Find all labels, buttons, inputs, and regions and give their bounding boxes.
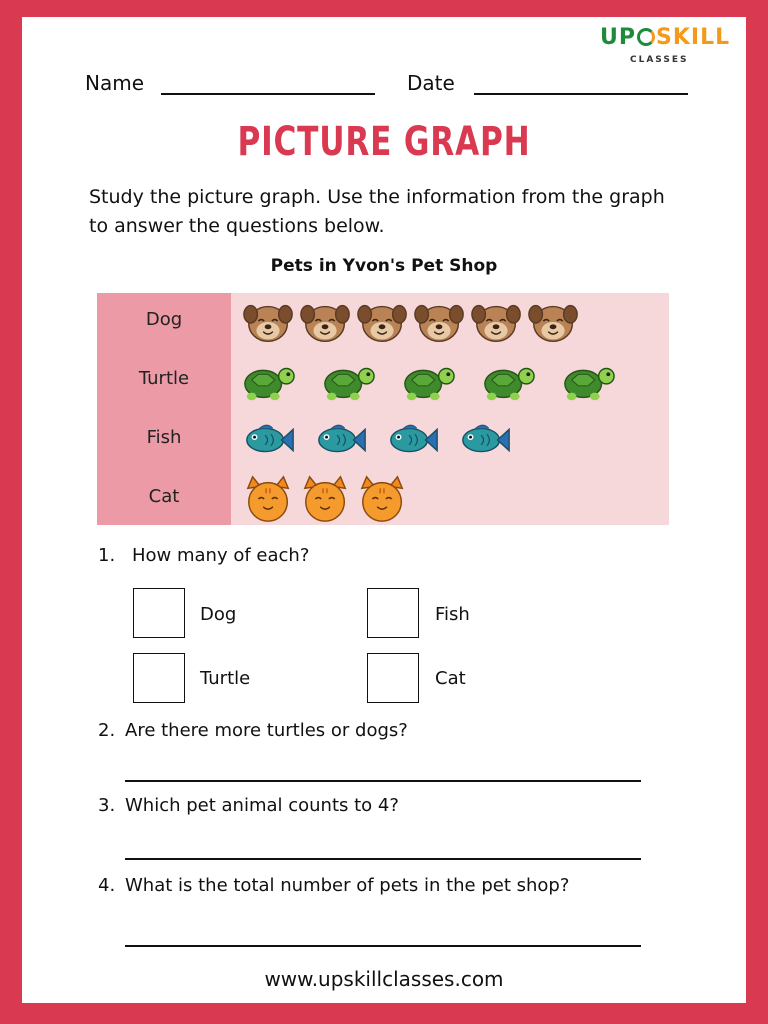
name-label: Name <box>85 71 145 95</box>
row-label-turtle: Turtle <box>138 368 190 389</box>
dog-icon <box>413 297 467 347</box>
answer-box-fish[interactable] <box>367 588 419 638</box>
instructions: Study the picture graph. Use the information from the graph to answer the questions below. <box>89 186 665 237</box>
cat-icon <box>356 474 410 524</box>
q1-text: How many of each? <box>132 545 310 566</box>
dog-icon <box>470 297 524 347</box>
upskill-logo <box>600 25 740 73</box>
box-label-turtle: Turtle <box>200 668 251 689</box>
q2-text: Are there more turtles or dogs? <box>125 720 408 741</box>
turtle-icon <box>482 356 536 406</box>
picture-graph <box>97 293 669 525</box>
graph-title: Pets in Yvon's Pet Shop <box>270 256 498 276</box>
q4-number: 4. <box>98 875 116 896</box>
name-field-line[interactable] <box>161 93 375 95</box>
date-label: Date <box>407 71 455 95</box>
answer-box-cat[interactable] <box>367 653 419 703</box>
q4-text: What is the total number of pets in the pet shop? <box>125 875 570 896</box>
dog-icon <box>356 297 410 347</box>
q4-answer-line[interactable] <box>125 945 641 947</box>
answer-box-turtle[interactable] <box>133 653 185 703</box>
footer-url: www.upskillclasses.com <box>264 967 504 991</box>
turtle-icon <box>402 356 456 406</box>
row-label-fish: Fish <box>146 427 182 448</box>
worksheet-page <box>22 17 746 1003</box>
fish-icon <box>458 415 512 465</box>
box-label-cat: Cat <box>435 668 466 689</box>
row-label-dog: Dog <box>145 309 183 330</box>
cat-icon <box>242 474 296 524</box>
q2-number: 2. <box>98 720 116 741</box>
dog-icon <box>527 297 581 347</box>
q2-answer-line[interactable] <box>125 780 641 782</box>
fish-icon <box>242 415 296 465</box>
logo-ring-icon <box>637 28 655 46</box>
turtle-icon <box>322 356 376 406</box>
dog-icon <box>299 297 353 347</box>
answer-box-dog[interactable] <box>133 588 185 638</box>
box-label-dog: Dog <box>200 604 237 625</box>
fish-icon <box>314 415 368 465</box>
logo-subtitle: CLASSES <box>630 55 689 65</box>
q1-number: 1. <box>98 545 116 566</box>
page-title: PICTURE GRAPH <box>237 119 531 165</box>
turtle-icon <box>562 356 616 406</box>
row-label-cat: Cat <box>148 486 180 507</box>
graph-label-column <box>97 293 231 525</box>
turtle-icon <box>242 356 296 406</box>
q3-text: Which pet animal counts to 4? <box>125 795 399 816</box>
logo-up-text: UP <box>600 25 636 50</box>
logo-skill-text: SKILL <box>656 25 731 50</box>
dog-icon <box>242 297 296 347</box>
date-field-line[interactable] <box>474 93 688 95</box>
q3-number: 3. <box>98 795 116 816</box>
q3-answer-line[interactable] <box>125 858 641 860</box>
fish-icon <box>386 415 440 465</box>
box-label-fish: Fish <box>435 604 470 625</box>
cat-icon <box>299 474 353 524</box>
